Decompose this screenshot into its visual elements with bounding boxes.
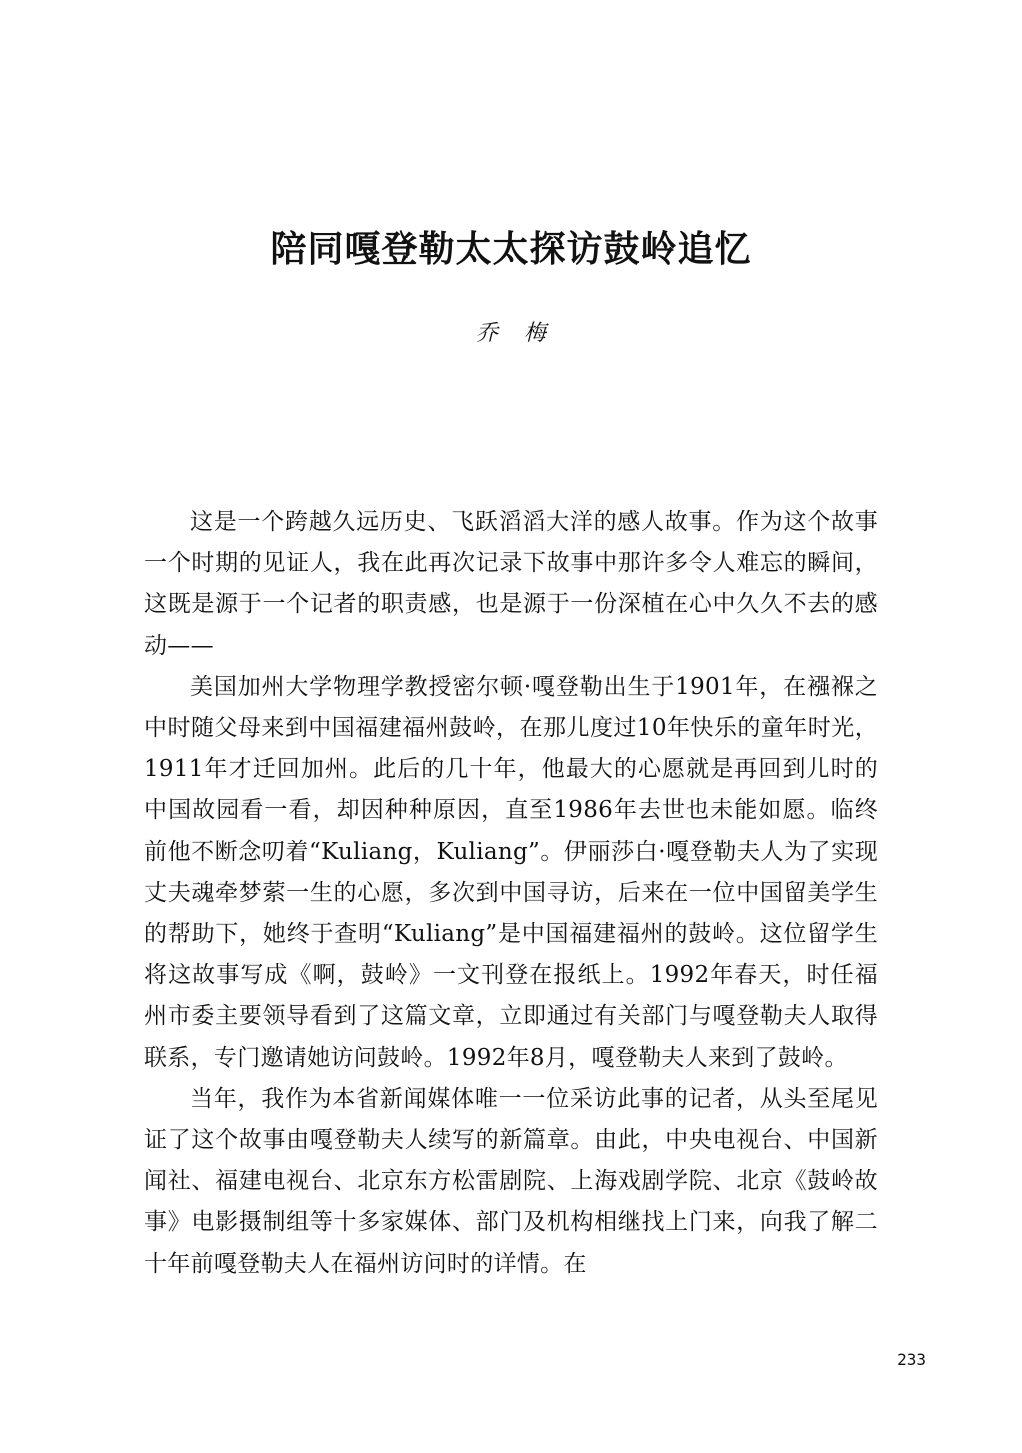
- article-author: 乔梅: [475, 321, 572, 346]
- article-body: [144, 502, 878, 1285]
- paragraph: 当年，我作为本省新闻媒体唯一一位采访此事的记者，从头至尾见证了这个故事由嘎登勒夫人续写的新篇章。由此，中央电视台、中国新闻社、福建电视台、北京东方松雷剧院、上海戏剧学院、北京《鼓岭故事》电影摄制组等十多家媒体、部门及机构相继找上门来，向我了解二十年前嘎登勒夫人在福州访问时的详情。在: [144, 1085, 878, 1277]
- paragraph: 这是一个跨越久远历史、飞跃滔滔大洋的感人故事。作为这个故事一个时期的见证人，我在此再次记录下故事中那许多令人难忘的瞬间，这既是源于一个记者的职责感，也是源于一份深植在心中久久不去的感动——: [144, 509, 878, 659]
- paragraph: 美国加州大学物理学教授密尔顿·嘎登勒出生于1901年，在襁褓之中时随父母来到中国福建福州鼓岭，在那儿度过10年快乐的童年时光，1911年才迁回加州。此后的几十年，他最大的心愿就是再回到儿时的中国故园看一看，却因种种原因，直至1986年去世也未能如愿。临终前他不断念叨着“Kuliang，Kuliang”。伊丽莎白·嘎登勒夫人为了实现丈夫魂牵梦萦一生的心愿，多次到中国寻访，后来在一位中国留美学生的帮助下，她终于查明“Kuliang”是中国福建福州的鼓岭。这位留学生将这故事写成《啊，鼓岭》一文刊登在报纸上。1992年春天，时任福州市委主要领导看到了这篇文章，立即通过有关部门与嘎登勒夫人取得联系，专门邀请她访问鼓岭。1992年8月，嘎登勒夫人来到了鼓岭。: [144, 673, 878, 1071]
- page-number: 233: [897, 1350, 926, 1369]
- article-title: 陪同嘎登勒太太探访鼓岭追忆: [270, 228, 752, 270]
